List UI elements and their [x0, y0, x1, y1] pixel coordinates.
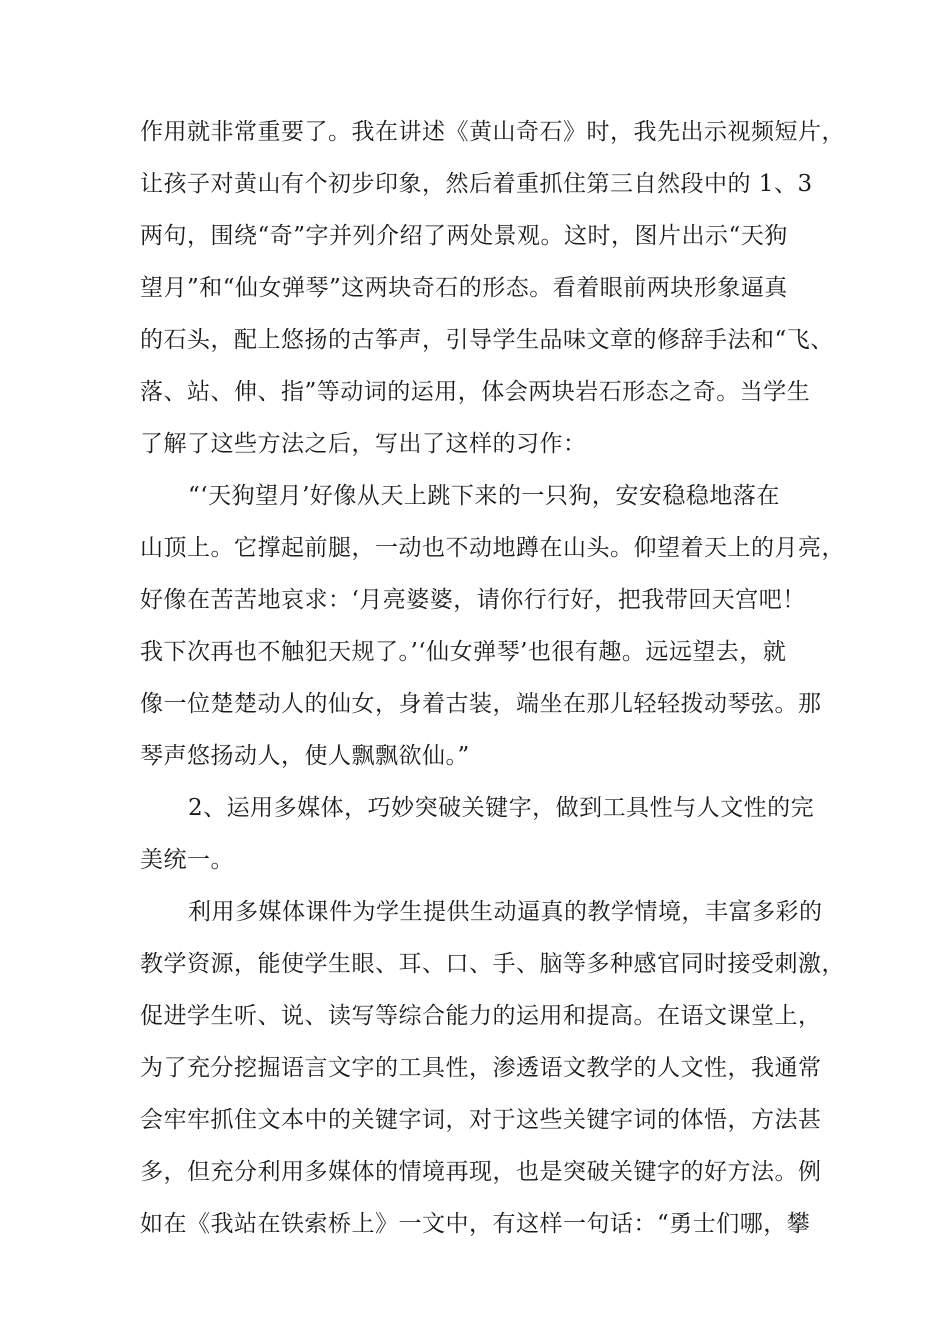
- paragraph-line: 利用多媒体课件为学生提供生动逼真的教学情境，丰富多彩的: [188, 899, 823, 925]
- paragraph-line: 促进学生听、说、读写等综合能力的运用和提高。在语文课堂上，: [140, 1003, 822, 1029]
- paragraph-line: 作用就非常重要了。我在讲述《黄山奇石》时，我先出示视频短片，: [140, 119, 845, 145]
- paragraph-line: 了解了这些方法之后，写出了这样的习作：: [140, 431, 587, 457]
- quote-line: 好像在苦苦地哀求：‘月亮婆婆，请你行行好，把我带回天宫吧！: [140, 587, 806, 613]
- paragraph-line: 为了充分挖掘语言文字的工具性，渗透语文教学的人文性，我通常: [140, 1055, 822, 1081]
- paragraph-line: 的石头，配上悠扬的古筝声，引导学生品味文章的修辞手法和“飞、: [140, 327, 834, 353]
- quote-line: 像一位楚楚动人的仙女，身着古装，端坐在那儿轻轻拨动琴弦。那: [140, 691, 822, 717]
- quote-line: 山顶上。它撑起前腿，一动也不动地蹲在山头。仰望着天上的月亮，: [140, 535, 845, 561]
- section-heading-line: 美统一。: [140, 847, 234, 873]
- quote-line: “‘天狗望月’好像从天上跳下来的一只狗，安安稳稳地落在: [188, 483, 780, 509]
- section-heading-line: 2、运用多媒体，巧妙突破关键字，做到工具性与人文性的完: [188, 795, 815, 821]
- quote-line: 我下次再也不触犯天规了。’‘仙女弹琴’也很有趣。远远望去，就: [140, 639, 787, 665]
- paragraph-line: 望月”和“仙女弹琴”这两块奇石的形态。看着眼前两块形象逼真: [140, 275, 788, 301]
- quote-line: 琴声悠扬动人，使人飘飘欲仙。”: [140, 743, 470, 769]
- paragraph-line: 多，但充分利用多媒体的情境再现，也是突破关键字的好方法。例: [140, 1159, 822, 1185]
- paragraph-line: 如在《我站在铁索桥上》一文中，有这样一句话：“勇士们哪，攀: [140, 1211, 811, 1237]
- paragraph-line: 两句，围绕“奇”字并列介绍了两处景观。这时，图片出示“天狗: [140, 223, 788, 249]
- paragraph-line: 落、站、伸、指”等动词的运用，体会两块岩石形态之奇。当学生: [140, 379, 811, 405]
- paragraph-line: 会牢牢抓住文本中的关键字词，对于这些关键字词的体悟，方法甚: [140, 1107, 822, 1133]
- paragraph-line: 让孩子对黄山有个初步印象，然后着重抓住第三自然段中的 1、3: [140, 171, 813, 197]
- paragraph-line: 教学资源，能使学生眼、耳、口、手、脑等多种感官同时接受刺激，: [140, 951, 845, 977]
